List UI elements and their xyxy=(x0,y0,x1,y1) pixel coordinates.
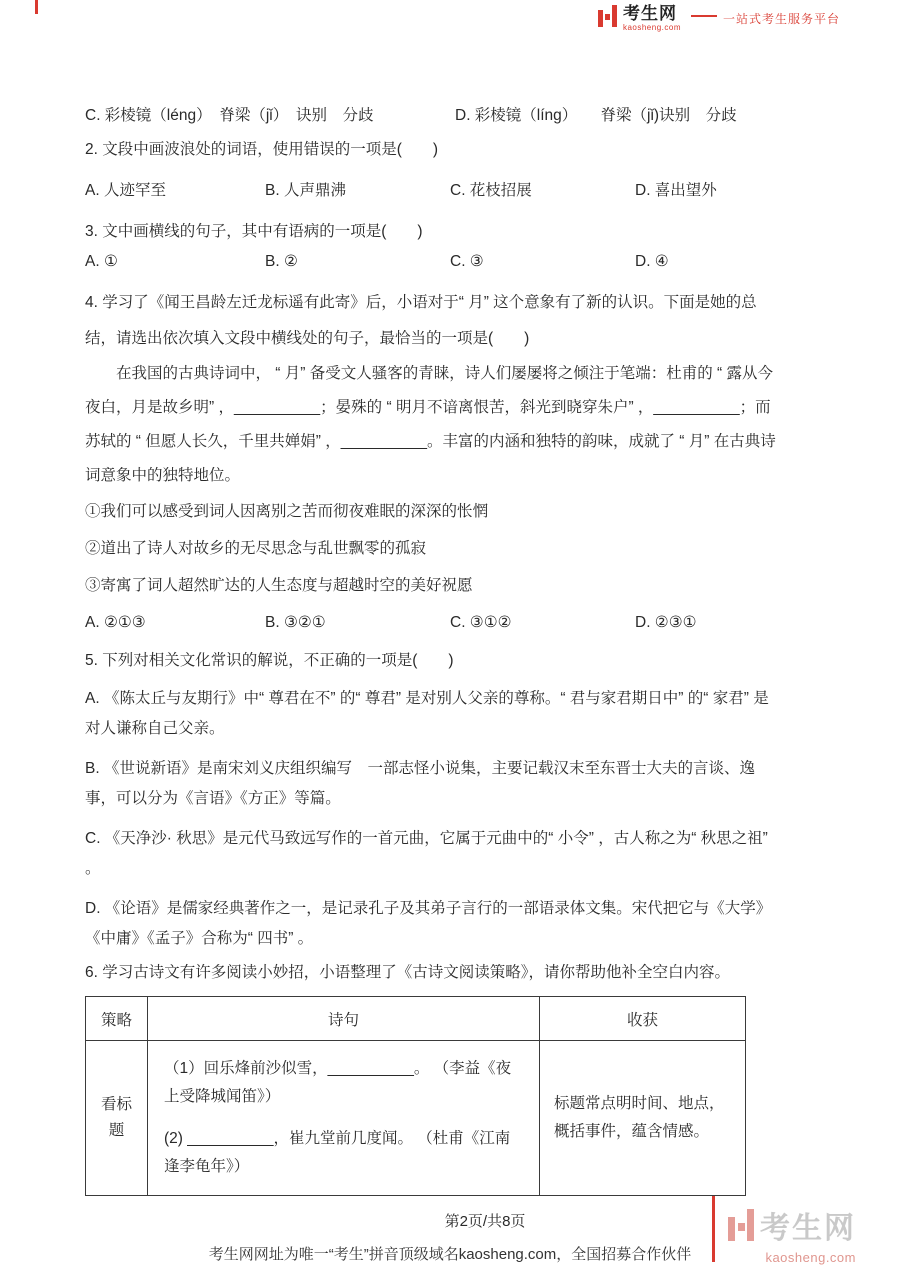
poem-line-1: （1）回乐烽前沙似雪，__________。 （李益《夜上受降城闻笛》） xyxy=(164,1060,512,1105)
question-5-option-c: C. 《天净沙· 秋思》是元代马致远写作的一首元曲，它属于元曲中的“ 小令” ，古人称之为“ 秋思之祖” 。 xyxy=(85,830,768,877)
document-content xyxy=(85,103,783,1231)
reading-strategy-table xyxy=(85,996,746,1196)
kaosheng-watermark-icon xyxy=(726,1209,756,1241)
answer-options-cd xyxy=(85,103,783,125)
watermark-name: 考生网 xyxy=(760,1212,856,1245)
option-a: A. 人迹罕至 xyxy=(85,182,166,199)
option-d: D. 喜出望外 xyxy=(635,182,717,199)
option-d: D. ②③① xyxy=(635,614,697,631)
header-gain: 收获 xyxy=(540,997,746,1041)
question-2-options xyxy=(85,176,783,206)
header-poem: 诗句 xyxy=(148,997,540,1041)
kaosheng-logo-icon xyxy=(597,5,618,27)
question-4-options xyxy=(85,608,783,638)
option-c: C. 彩棱镜（léng） 脊梁（jǐ） 诀别 分歧 xyxy=(85,107,374,124)
question-5-option-a: A. 《陈太丘与友期行》中“ 尊君在不” 的“ 尊君” 是对别人父亲的尊称。“ 君与家君期日中” 的“ 家君” 是对人谦称自己父亲。 xyxy=(85,690,769,737)
question-3-stem: 3. 文中画横线的句子，其中有语病的一项是( ) xyxy=(85,223,423,240)
question-5-option-d: D. 《论语》是儒家经典著作之一，是记录孔子及其弟子言行的一部语录体文集。宋代把它与《大学》《中庸》《孟子》合称为“ 四书” 。 xyxy=(85,900,772,947)
question-4-passage: 在我国的古典诗词中， “ 月” 备受文人骚客的青睐，诗人们屡屡将之倾注于笔端：杜甫的 “ 露从今夜白，月是故乡明” ，__________；晏殊的 “ 明月不谙离恨苦，斜光到晓穿朱户” ，__________；而苏轼的 “ 但愿人长久，千里共婵娟” ，__________。丰富的内涵和独特的韵味，成就了 “ 月” 在古典诗词意象中的独特地位。 xyxy=(85,365,776,484)
corner-mark xyxy=(35,0,38,14)
gain-cell: 标题常点明时间、地点，概括事件，蕴含情感。 xyxy=(540,1041,746,1196)
question-5-option-b: B. 《世说新语》是南宋刘义庆组织编写 一部志怪小说集，主要记载汉末至东晋士大夫的言谈、逸事，可以分为《言语》《方正》等篇。 xyxy=(85,760,755,807)
question-2-stem: 2. 文段中画波浪处的词语，使用错误的一项是( ) xyxy=(85,141,439,158)
table-row xyxy=(86,1041,746,1196)
option-c: C. ③ xyxy=(450,253,484,270)
table-header-row xyxy=(86,997,746,1041)
option-b: B. ③②① xyxy=(265,614,326,631)
watermark-domain: kaosheng.com xyxy=(765,1250,856,1265)
page-number: 第2页/共8页 xyxy=(444,1213,526,1230)
poem-line-2: (2) __________，崔九堂前几度闻。 （杜甫《江南逢李龟年》） xyxy=(164,1130,511,1175)
option-d: D. 彩棱镜（líng） 脊梁（jǐ)诀别 分歧 xyxy=(455,107,737,124)
question-5-stem: 5. 下列对相关文化常识的解说，不正确的一项是( ) xyxy=(85,652,454,669)
option-c: C. ③①② xyxy=(450,614,512,631)
poem-cell xyxy=(148,1041,540,1196)
option-b: B. ② xyxy=(265,253,298,270)
header-strategy: 策略 xyxy=(86,997,148,1041)
brand-tagline: 一站式考生服务平台 xyxy=(722,12,840,26)
question-6-stem: 6. 学习古诗文有许多阅读小妙招，小语整理了《古诗文阅读策略》，请你帮助他补全空白内容。 xyxy=(85,964,730,981)
question-4-stem: 4. 学习了《闻王昌龄左迁龙标遥有此寄》后，小语对于“ 月” 这个意象有了新的认识。下面是她的总结，请选出依次填入文段中横线处的句子，最恰当的一项是( ) xyxy=(85,294,757,347)
question-4-item-2: ②道出了诗人对故乡的无尽思念与乱世飘零的孤寂 xyxy=(85,540,427,557)
option-a: A. ① xyxy=(85,253,118,270)
question-4-item-1: ①我们可以感受到词人因离别之苦而彻夜难眠的深深的怅惘 xyxy=(85,503,489,520)
footer-text: 考生网网址为唯一“考生”拼音顶级域名kaosheng.com，全国招募合作伙伴 xyxy=(208,1246,692,1263)
brand-name: 考生网 xyxy=(622,4,677,23)
question-3-options xyxy=(85,247,783,277)
question-4-item-3: ③寄寓了词人超然旷达的人生态度与超越时空的美好祝愿 xyxy=(85,577,473,594)
option-b: B. 人声鼎沸 xyxy=(265,182,346,199)
option-a: A. ②①③ xyxy=(85,614,146,631)
brand-domain: kaosheng.com xyxy=(622,23,681,32)
strategy-cell: 看标题 xyxy=(86,1041,148,1196)
option-c: C. 花枝招展 xyxy=(450,182,532,199)
brand-divider xyxy=(691,15,717,17)
brand-logo xyxy=(597,5,840,32)
option-d: D. ④ xyxy=(635,253,669,270)
